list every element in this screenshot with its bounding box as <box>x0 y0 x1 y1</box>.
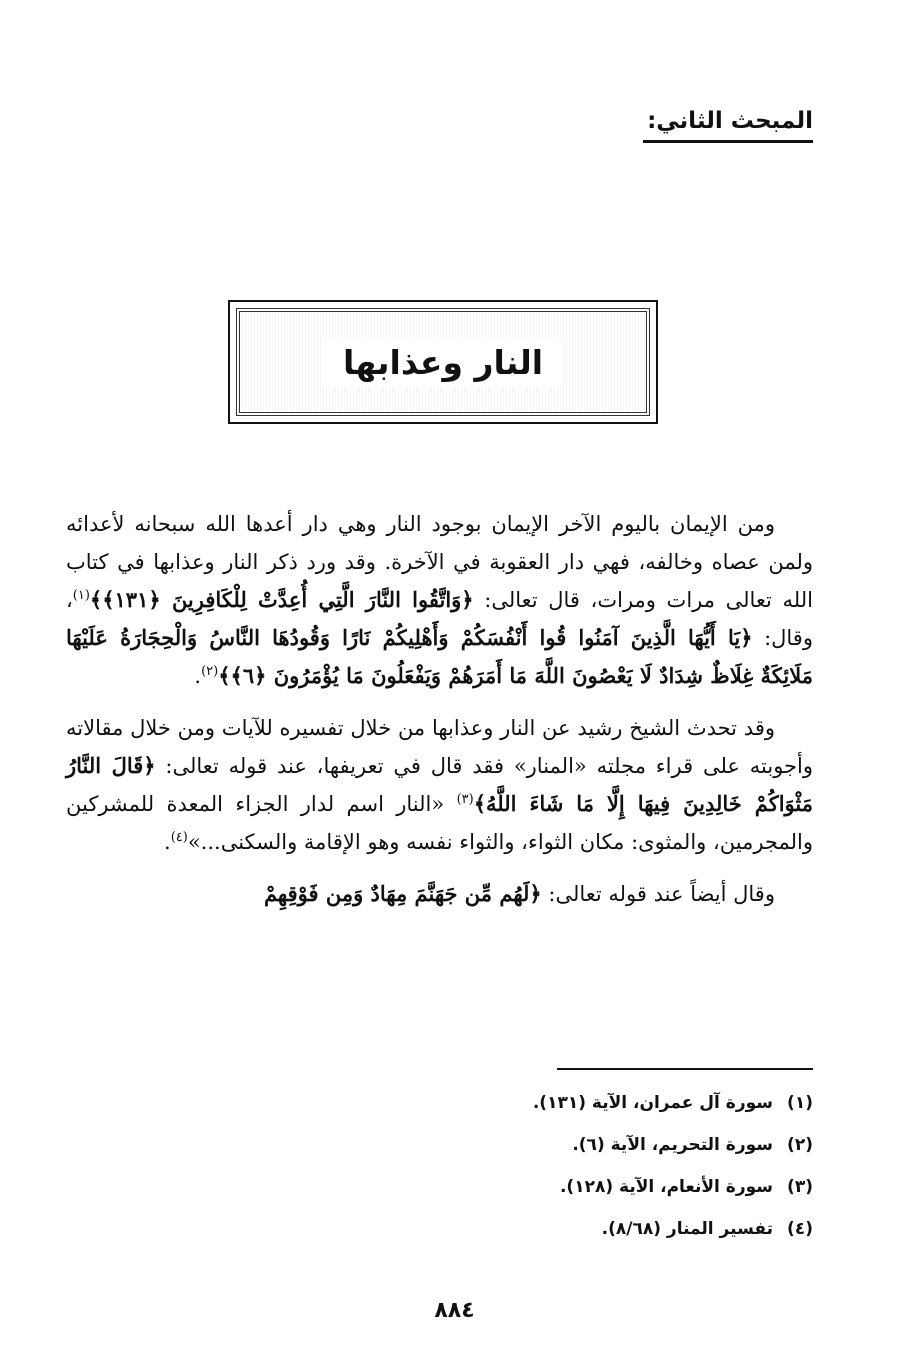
footnote-separator <box>557 1068 813 1070</box>
footnotes <box>393 1082 813 1250</box>
footnote-text: سورة آل عمران، الآية (١٣١). <box>532 1093 773 1113</box>
quran-verse-3: ﴿قَالَ النَّارُ مَثْوَاكُمْ خَالِدِينَ فِيهَا إِلَّا مَا شَاءَ اللَّهُ﴾ <box>66 753 813 816</box>
chapter-title: النار وعذابها <box>323 337 563 388</box>
footnote-number: (٤) <box>787 1219 813 1239</box>
paragraph-1-text-c: . <box>194 664 202 688</box>
footnote-ref-1: (١) <box>72 588 90 603</box>
paragraph-2-text-b: «النار اسم لدار الجزاء المعدة للمشركين والمجرمين، والمثوى: مكان الثواء، والثواء نفسه وهو الإقامة والسكنى...» <box>66 792 813 854</box>
paragraph-1 <box>66 505 813 695</box>
section-heading: المبحث الثاني: <box>643 108 813 143</box>
footnote-number: (٢) <box>787 1135 813 1155</box>
paragraph-2-text-c: . <box>164 830 171 854</box>
footnote-ref-4: (٤) <box>170 830 188 845</box>
footnote-number: (١) <box>787 1093 813 1113</box>
paragraph-1-text-a: ومن الإيمان باليوم الآخر الإيمان بوجود النار وهي دار أعدها الله سبحانه لأعدائه ولمن عصاه وخالفه، فهي دار العقوبة في الآخرة. وقد ورد ذكر النار وعذابها في كتاب الله تعالى مرات ومرات، قال تعالى: <box>66 512 813 612</box>
chapter-title-frame <box>228 300 658 424</box>
quran-verse-2: ﴿يَا أَيُّهَا الَّذِينَ آمَنُوا قُوا أَنْفُسَكُمْ وَأَهْلِيكُمْ نَارًا وَقُودُهَا النَّاسُ وَالْحِجَارَةُ عَلَيْهَا مَلَائِكَةٌ غِلَاظٌ شِدَادٌ لَا يَعْصُونَ اللَّهَ مَا أَمَرَهُمْ وَيَفْعَلُونَ مَا يُؤْمَرُونَ ﴿٦﴾﴾ <box>66 625 813 688</box>
page-number: ٨٨٤ <box>434 1298 475 1323</box>
paragraph-2 <box>66 709 813 861</box>
footnote-ref-2: (٢) <box>201 664 219 679</box>
body-text <box>66 505 813 927</box>
paragraph-3 <box>66 875 813 913</box>
footnote-1 <box>393 1082 813 1124</box>
quran-verse-1: ﴿وَاتَّقُوا النَّارَ الَّتِي أُعِدَّتْ لِلْكَافِرِينَ ﴿١٣١﴾﴾ <box>89 587 474 612</box>
footnote-text: تفسير المنار (٨/٦٨). <box>601 1219 773 1239</box>
paragraph-2-text-a: وقد تحدث الشيخ رشيد عن النار وعذابها من خلال تفسيره للآيات ومن خلال مقالاته وأجوبته على قراء مجلته «المنار» فقد قال في تعريفها، عند قوله تعالى: <box>66 716 814 778</box>
paragraph-3-text-a: وقال أيضاً عند قوله تعالى: <box>541 882 775 906</box>
footnote-ref-3: (٣) <box>456 792 474 807</box>
footnote-2 <box>393 1124 813 1166</box>
footnote-4 <box>393 1208 813 1250</box>
footnote-number: (٣) <box>787 1177 813 1197</box>
footnote-text: سورة الأنعام، الآية (١٢٨). <box>559 1177 773 1197</box>
footnote-3 <box>393 1166 813 1208</box>
paragraph-1-text-b: ، وقال: <box>66 588 813 650</box>
quran-verse-4: ﴿لَهُم مِّن جَهَنَّمَ مِهَادٌ وَمِن فَوْقِهِمْ <box>263 881 542 906</box>
footnote-text: سورة التحريم، الآية (٦). <box>572 1135 773 1155</box>
chapter-title-inner-frame <box>236 308 650 416</box>
